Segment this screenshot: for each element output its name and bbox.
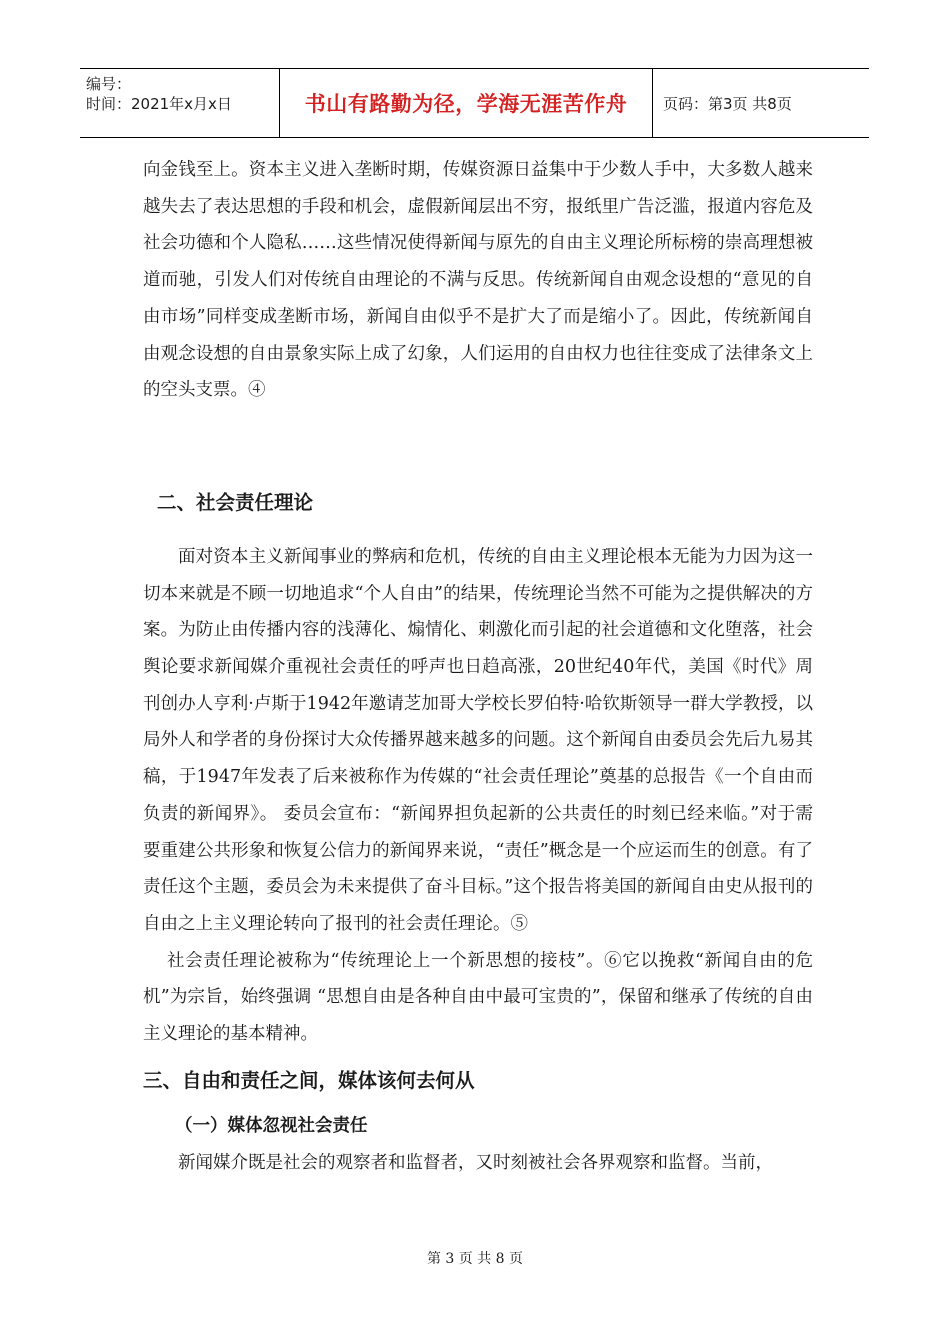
spacer	[143, 409, 813, 483]
header-motto: 书山有路勤为径，学海无涯苦作舟	[280, 69, 653, 137]
serial-label: 编号：	[86, 75, 132, 93]
paragraph-2a: 面对资本主义新闻事业的弊病和危机，传统的自由主义理论根本无能为力因为这一切本来就是不顾一切地追求“个人自由”的结果，传统理论当然不可能为之提供解决的方案。为防止由传播内容的浅薄化、煽情化、刺激化而引起的社会道德和文化堕落，社会舆论要求新闻媒介重视社会责任的呼声也日趋高涨，20世纪40年代，美国《时代》周刊创办人亨利·卢斯于1942年邀请芝加哥大学校长罗伯特·哈钦斯领导一群大学教授，以局外人和学者的身份探讨大众传播界越来越多的问题。这个新闻自由委员会先后九易其稿，于1947年发表了后来被称作为传媒的“社会责任理论”奠基的总报告《一个自由而负责的新闻界》。 委员会宣布：“新闻界担负起新的公共责任的时刻已经来临。”对于需要重建公共形象和恢复公信力的新闻界来说，“责任”概念是一个应运而生的创意。有了责任这个主题，委员会为未来提供了奋斗目标。”这个报告将美国的新闻自由史从报刊的自由之上主义理论转向了报刊的社会责任理论。⑤	[143, 546, 813, 934]
date-label: 时间：2021年x月x日	[86, 95, 232, 113]
page-header	[80, 68, 869, 138]
header-page-info: 页码：第3页 共8页	[663, 94, 792, 113]
paragraph-intro: 向金钱至上。资本主义进入垄断时期，传媒资源日益集中于少数人手中，大多数人越来越失去了表达思想的手段和机会，虚假新闻层出不穷，报纸里广告泛滥，报道内容危及社会功德和个人隐私……这些情况使得新闻与原先的自由主义理论所标榜的崇高理想被道而驰，引发人们对传统自由理论的不满与反思。传统新闻自由观念设想的“意见的自由市场”同样变成垄断市场，新闻自由似乎不是扩大了而是缩小了。因此，传统新闻自由观念设想的自由景象实际上成了幻象，人们运用的自由权力也往往变成了法律条文上的空头支票。④	[143, 160, 813, 401]
document-body	[143, 152, 813, 1181]
page-footer: 第 3 页 共 8 页	[426, 1251, 524, 1267]
section-heading-3: 三、自由和责任之间，媒体该何去何从	[143, 1068, 475, 1092]
subsection-heading-3-1: （一）媒体忽视社会责任	[175, 1115, 368, 1136]
paragraph-3: 新闻媒介既是社会的观察者和监督者，又时刻被社会各界观察和监督。当前，	[178, 1152, 773, 1173]
section-heading-2: 二、社会责任理论	[157, 490, 314, 514]
spacer	[143, 523, 813, 539]
paragraph-2b: 社会责任理论被称为“传统理论上一个新思想的接枝”。⑥它以挽救“新闻自由的危机”为宗旨，始终强调 “思想自由是各种自由中最可宝贵的”，保留和继承了传统的自由主义理论的基本精神。	[143, 950, 813, 1045]
header-meta	[80, 69, 280, 137]
